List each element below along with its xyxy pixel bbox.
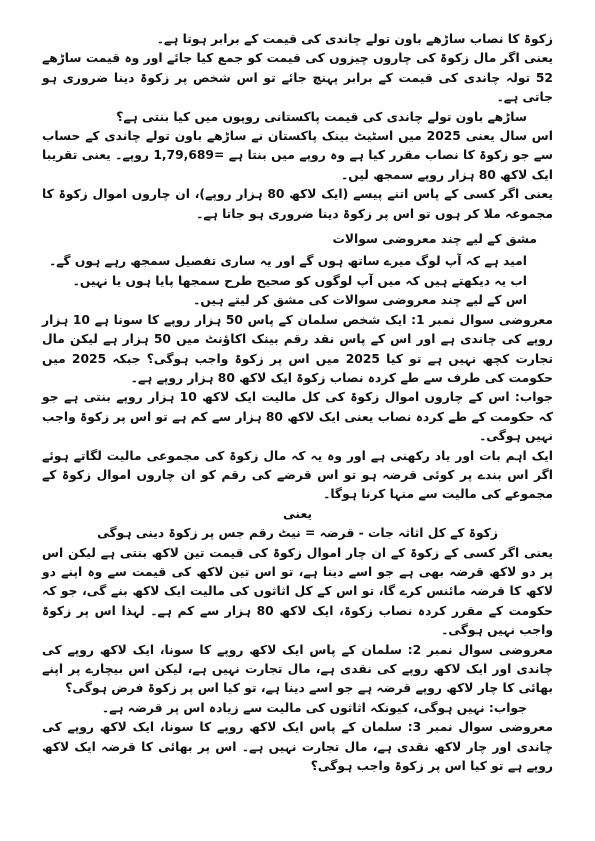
- exercise-heading: مشق کے لیے چند معروضی سوالات: [332, 232, 537, 247]
- zakat-formula: زکوۃ کے کل اثاثہ جات - قرضہ = نیٹ رقم جس پر زکوۃ دینی ہوگی: [97, 526, 498, 541]
- nisab-definition: زکوۃ کا نصاب ساڑھے باون تولے چاندی کی قیمت کے برابر ہوتا ہے۔: [156, 32, 553, 46]
- nisab-explanation: یعنی اگر مال زکوۃ کی چاروں چیزوں کی قیمت کو جمع کیا جائے اور وہ قیمت ساڑھے 52 تولہ چاندی کی قیمت کے برابر پہنچ جائے تو اس شخص پر زکوۃ دینا ضروری ہو جاتی ہے۔: [37, 51, 553, 105]
- question-1: معروضی سوال نمبر 1: ایک شخص سلمان کے پاس 50 ہزار روپے کا سونا ہے 10 ہزار روپے کی چاندی ہے اور اس کے پاس نقد رقم بینک اکاؤنٹ میں 50 ہزار ہے لیکن مال تجارت کچھ نہیں ہے تو کیا 2025 میں اس پر زکوۃ واجب ہوگی؟ جبکہ 2025 میں حکومت کی طرف سے طے کردہ نصاب زکوۃ ایک لاکھ 80 ہزار روپے ہے۔: [37, 312, 553, 385]
- namely-line: یعنی: [282, 506, 313, 521]
- nisab-obligation: یعنی اگر کسی کے پاس اتنے پیسے (ایک لاکھ 80 ہزار روپے)، ان چاروں اموال زکوۃ کا مجموعہ ملا کر ہوں تو اس پر زکوۃ دینا ضروری ہو جاتا ہے۔: [37, 187, 553, 221]
- debt-note: ایک اہم بات اور یاد رکھنی ہے اور وہ یہ کہ مال زکوۃ کی مجموعی مالیت لگاتے ہوئے اگر اس بندے پر کوئی قرضہ ہو تو اس قرضے کی رقم کو ان چاروں اموال زکوۃ کے مجموعے کی مالیت سے منہا کرنا ہوگا۔: [37, 448, 553, 502]
- nisab-2025-amount: اس سال یعنی 2025 میں اسٹیٹ بینک پاکستان نے ساڑھے باون تولے چاندی کے حساب سے جو زکوۃ کا نصاب مقرر کیا ہے وہ روپے میں بنتا ہے =1,79,689 روپے۔ یعنی تقریبا ایک لاکھ 80 ہزار روپے سمجھ لیں۔: [37, 129, 554, 182]
- debt-example: یعنی اگر کسی کے زکوۃ کے ان چار اموال زکوۃ کی قیمت تین لاکھ بنتی ہے لیکن اس پر دو لاکھ قرضہ بھی ہے جو اسے دینا ہے، تو اس تین لاکھ کی قیمت سے وہ اپنے دو لاکھ کا قرضہ مائنس کرے گا، تو اس کے کل اثاثوں کی مالیت ایک لاکھ بنے گی، جو کہ حکومت کے مقرر کردہ نصاب زکوۃ، ایک لاکھ 80 ہزار سے کم ہے۔ لہذا اس پر زکوۃ واجب نہیں ہوگی۔: [37, 545, 554, 638]
- silver-value-question: ساڑھے باون تولے چاندی کی قیمت پاکستانی روپوں میں کیا بنتی ہے؟: [116, 109, 527, 124]
- intro-line-3: اس کے لیے چند معروضی سوالات کی مشق کر لیتے ہیں۔: [193, 293, 527, 308]
- question-3: معروضی سوال نمبر 3: سلمان کے پاس ایک لاکھ روپے کا سونا، ایک لاکھ روپے کی چاندی اور چار لاکھ نقدی ہے، مال تجارت نہیں ہے۔ اس پر بھائی کا قرضہ ایک لاکھ روپے ہے تو کیا اس پر زکوۃ واجب ہوگی؟: [37, 720, 553, 774]
- intro-line-2: اب یہ دیکھتے ہیں کہ میں آپ لوگوں کو صحیح طرح سمجھا پایا ہوں یا نہیں۔: [72, 273, 527, 288]
- question-2: معروضی سوال نمبر 2: سلمان کے پاس ایک لاکھ روپے کا سونا، ایک لاکھ روپے کی چاندی اور ایک لاکھ روپے کی نقدی ہے، مال تجارت نہیں ہے، لیکن اس بیچارے پر اپنے بھائی کا چار لاکھ روپے قرضہ ہے جو اسے دینا ہے، تو کیا اس پر زکوۃ فرض ہوگی؟: [37, 642, 553, 696]
- intro-line-1: امید ہے کہ آپ لوگ میرے ساتھ ہوں گے اور یہ ساری تفصیل سمجھ رہے ہوں گے۔: [49, 254, 527, 269]
- answer-2: جواب: نہیں ہوگی، کیونکہ اثاثوں کی مالیت سے زیادہ اس پر قرضہ ہے۔: [101, 700, 527, 715]
- answer-1: جواب: اس کے چاروں اموال زکوۃ کی کل مالیت ایک لاکھ 10 ہزار روپے بنتی ہے جو کہ حکومت کے طے کردہ نصاب یعنی ایک لاکھ 80 ہزار سے کم ہے تو اس پر زکوۃ واجب نہیں ہوگی۔: [37, 390, 554, 444]
